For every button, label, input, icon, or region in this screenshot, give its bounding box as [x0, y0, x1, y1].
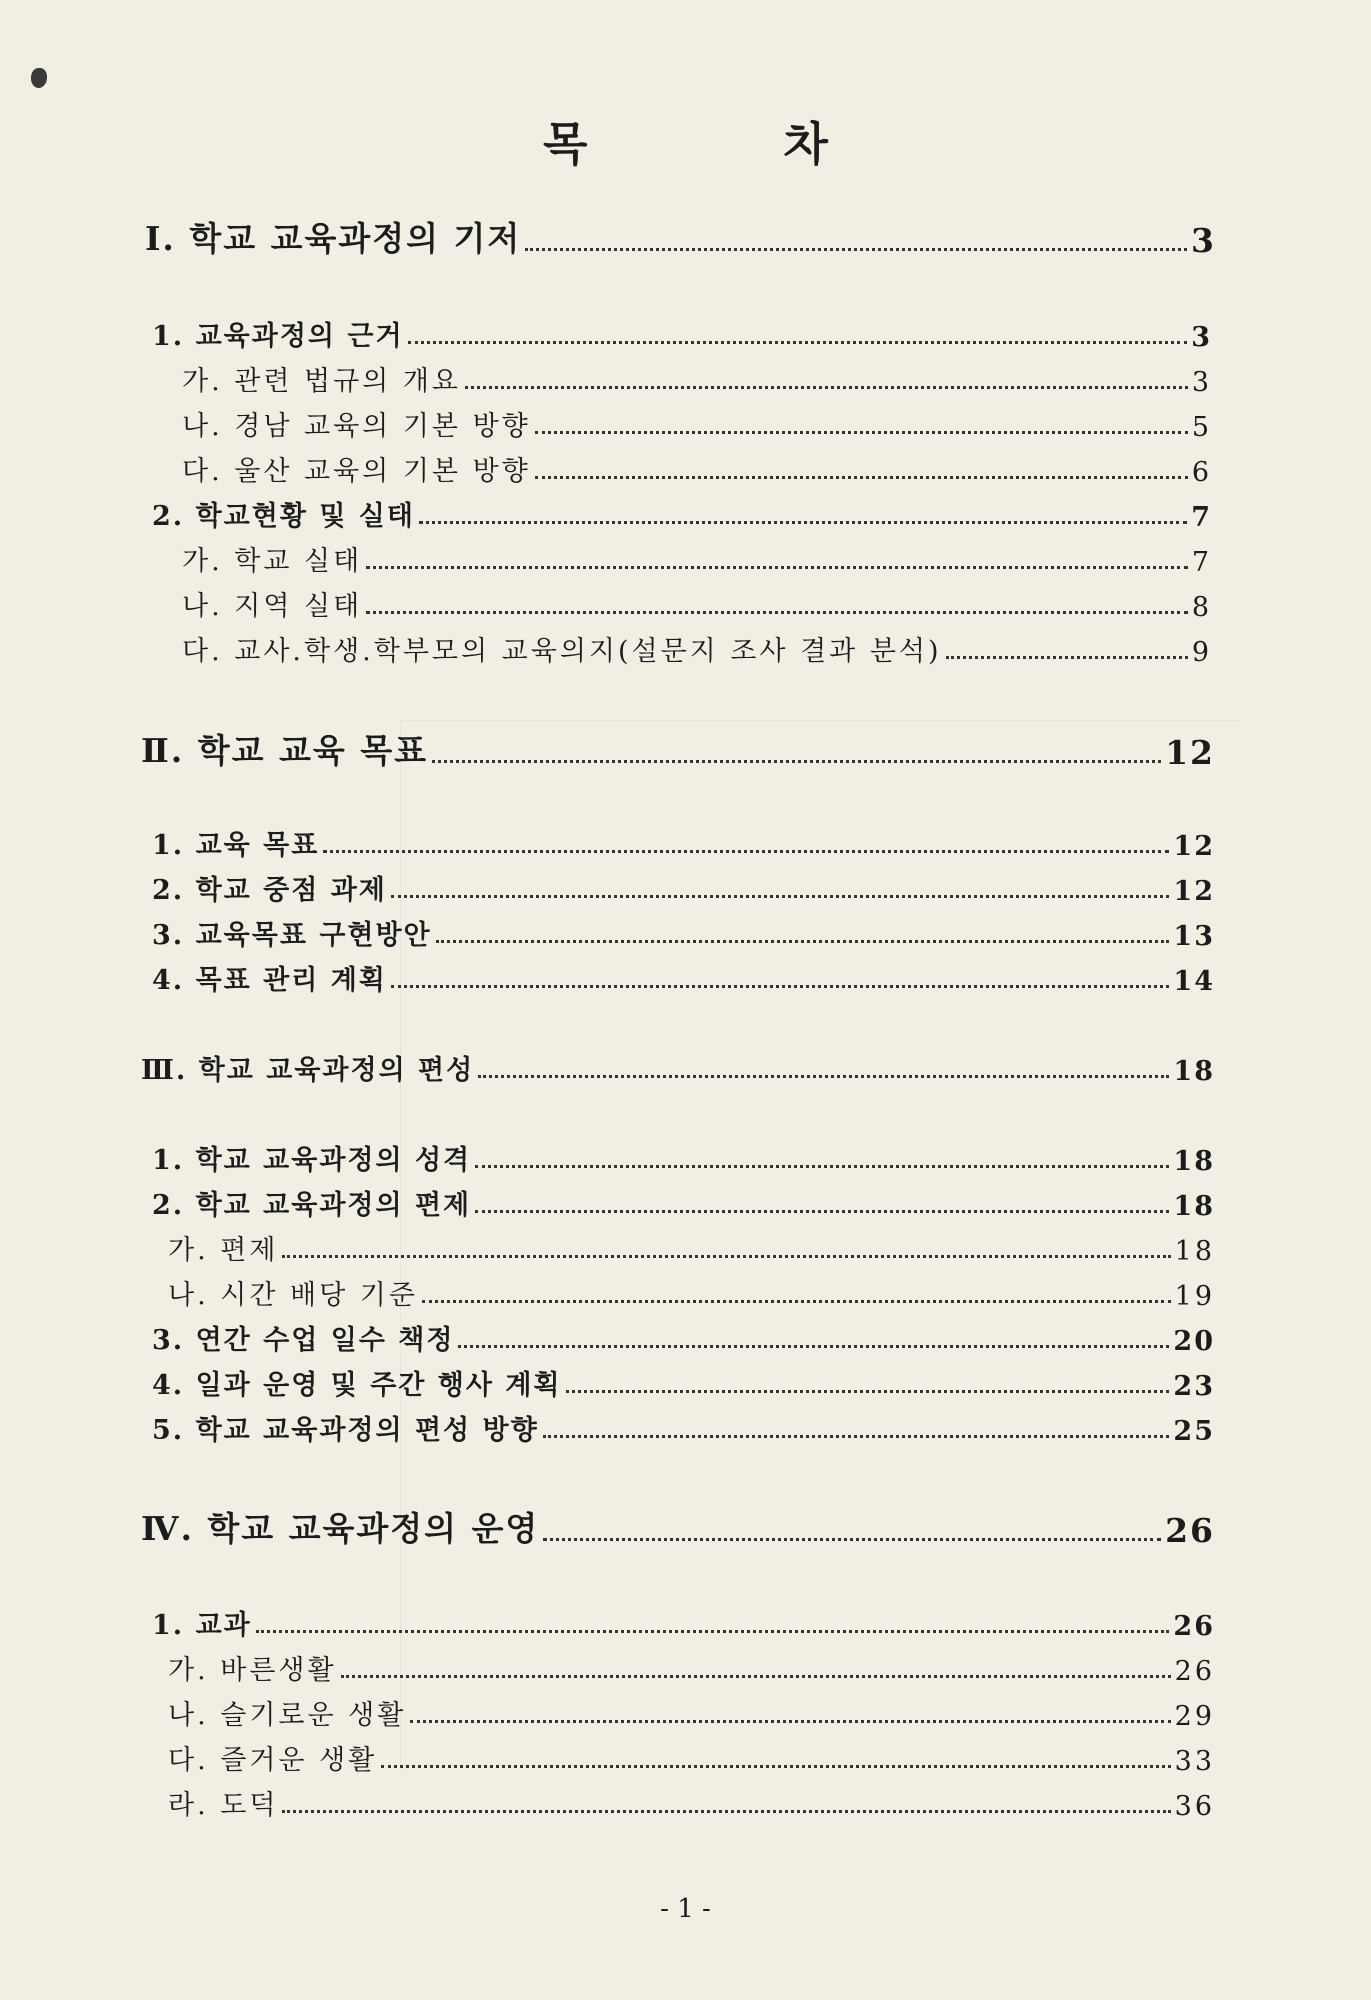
toc-entry-label: 5. 학교 교육과정의 편성 방향: [152, 1415, 539, 1446]
toc-entry-label: 나. 시간 배당 기준: [168, 1280, 418, 1311]
toc-entry-page: 6: [1191, 457, 1212, 488]
toc-entry-label: 1. 교육과정의 근거: [152, 321, 404, 352]
toc-entry-label: 1. 교육 목표: [152, 830, 320, 861]
toc-entry: [168, 1741, 1215, 1777]
dot-leader: [436, 940, 1170, 943]
dot-leader: [566, 1390, 1170, 1393]
toc-entry-label: 4. 목표 관리 계획: [152, 965, 387, 996]
toc-entry: [152, 1186, 1215, 1222]
dot-leader: [535, 431, 1188, 434]
toc-entry-label: 라. 도덕: [168, 1790, 279, 1821]
toc-entry: [152, 317, 1212, 353]
dot-leader: [475, 1210, 1169, 1213]
toc-entry-page: 12: [1173, 876, 1215, 907]
toc-entry: [152, 1606, 1215, 1642]
toc-entry-label: 가. 학교 실태: [182, 546, 363, 577]
dot-leader: [475, 1165, 1169, 1168]
toc-entry-label: 2. 학교 중점 과제: [152, 875, 387, 906]
dot-leader: [535, 476, 1188, 479]
toc-entry: [152, 916, 1215, 952]
toc-entry-page: 36: [1174, 1791, 1215, 1822]
toc-entry: [168, 1276, 1215, 1312]
toc-entry-page: 3: [1191, 322, 1212, 353]
toc-entry-label: Ⅱ. 학교 교육 목표: [141, 731, 429, 770]
toc-entry: [182, 632, 1212, 668]
toc-entry-page: 3: [1191, 221, 1216, 260]
toc-entry-page: 12: [1165, 733, 1215, 772]
toc-entry-page: 18: [1173, 1056, 1215, 1087]
toc-entry: [152, 961, 1215, 997]
toc-entry-label: 3. 교육목표 구현방안: [152, 920, 432, 951]
toc-entry: [168, 1786, 1215, 1822]
toc-entry-label: 1. 학교 교육과정의 성격: [152, 1145, 472, 1176]
toc-entry-page: 20: [1173, 1326, 1215, 1357]
dot-leader: [419, 521, 1187, 524]
toc-entry-page: 19: [1174, 1281, 1215, 1312]
toc-entry-label: 다. 교사.학생.학부모의 교육의지(설문지 조사 결과 분석): [182, 636, 942, 667]
toc-entry: [182, 362, 1212, 398]
toc-entry: [152, 1141, 1215, 1177]
toc-entry-label: 3. 연간 수업 일수 책정: [152, 1325, 455, 1356]
dot-leader: [946, 656, 1188, 659]
page-title: 목 차: [543, 117, 918, 171]
toc-entry-page: 14: [1173, 966, 1215, 997]
toc-entry: [145, 216, 1216, 260]
dot-leader: [422, 1300, 1171, 1303]
toc-entry: [182, 542, 1212, 578]
toc-entry-label: 다. 울산 교육의 기본 방향: [182, 456, 531, 487]
toc-entry-page: 29: [1174, 1701, 1215, 1732]
dot-leader: [381, 1765, 1170, 1768]
toc-entry-page: 25: [1173, 1416, 1215, 1447]
toc-entry-page: 26: [1173, 1611, 1215, 1642]
dot-leader: [432, 760, 1161, 763]
toc-entry: [168, 1696, 1215, 1732]
toc-entry: [152, 871, 1215, 907]
toc-entry-label: 2. 학교 교육과정의 편제: [152, 1190, 472, 1221]
toc-entry-label: 나. 지역 실태: [182, 591, 363, 622]
toc-entry-page: 18: [1174, 1236, 1215, 1267]
toc-entry-page: 18: [1173, 1146, 1215, 1177]
toc-entry: [152, 497, 1212, 533]
toc-entry-label: 가. 관련 법규의 개요: [182, 366, 461, 397]
toc-entry: [168, 1231, 1215, 1267]
dot-leader: [525, 248, 1187, 251]
toc-entry: [182, 587, 1212, 623]
toc-entry: [152, 1321, 1215, 1357]
toc-entry-page: 5: [1191, 412, 1212, 443]
toc-entry-page: 26: [1174, 1656, 1215, 1687]
toc-entry-label: 나. 슬기로운 생활: [168, 1700, 407, 1731]
toc-entry: [141, 1506, 1215, 1550]
dot-leader: [543, 1435, 1170, 1438]
dot-leader: [458, 1345, 1169, 1348]
dot-leader: [323, 850, 1169, 853]
toc-entry-page: 23: [1173, 1371, 1215, 1402]
toc-entry: [152, 1366, 1215, 1402]
toc-entry-label: 1. 교과: [152, 1610, 252, 1641]
dot-leader: [366, 566, 1188, 569]
toc-entry-page: 33: [1174, 1746, 1215, 1777]
dot-leader: [391, 895, 1170, 898]
toc-entry-label: 다. 즐거운 생활: [168, 1745, 378, 1776]
toc-entry-label: Ⅳ. 학교 교육과정의 운영: [141, 1509, 540, 1548]
dot-leader: [256, 1630, 1170, 1633]
toc-entry-page: 18: [1173, 1191, 1215, 1222]
toc-entry: [152, 1411, 1215, 1447]
toc-entry-label: 2. 학교현황 및 실태: [152, 501, 415, 532]
toc-entry-label: Ⅰ. 학교 교육과정의 기저: [145, 219, 522, 258]
toc-entry-label: Ⅲ. 학교 교육과정의 편성: [141, 1055, 475, 1086]
toc-entry: [182, 407, 1212, 443]
dot-leader: [543, 1538, 1161, 1541]
toc-entry-label: 4. 일과 운영 및 주간 행사 계획: [152, 1370, 562, 1401]
toc-entry-page: 8: [1191, 592, 1212, 623]
toc-entry-label: 가. 바른생활: [168, 1655, 337, 1686]
toc-entry: [141, 728, 1215, 772]
dot-leader: [408, 341, 1188, 344]
toc-entry-page: 7: [1191, 502, 1212, 533]
page-number: - 1 -: [660, 1894, 711, 1924]
dot-leader: [410, 1720, 1170, 1723]
toc-entry-page: 13: [1173, 921, 1215, 952]
dot-leader: [465, 386, 1188, 389]
dot-leader: [282, 1810, 1170, 1813]
toc-entry: [168, 1651, 1215, 1687]
toc-entry: [152, 826, 1215, 862]
toc-entry-page: 26: [1165, 1511, 1215, 1550]
toc-entry-page: 3: [1191, 367, 1212, 398]
toc-entry: [182, 452, 1212, 488]
toc-entry-page: 7: [1191, 547, 1212, 578]
dot-leader: [478, 1075, 1169, 1078]
dot-leader: [391, 985, 1170, 988]
toc-entry-label: 가. 편제: [168, 1235, 279, 1266]
dot-leader: [366, 611, 1188, 614]
dot-leader: [282, 1255, 1170, 1258]
ink-speck: [31, 68, 47, 88]
toc-entry-page: 12: [1173, 831, 1215, 862]
toc-entry-label: 나. 경남 교육의 기본 방향: [182, 411, 531, 442]
toc-entry: [141, 1051, 1215, 1087]
toc-entry-page: 9: [1191, 637, 1212, 668]
dot-leader: [341, 1675, 1171, 1678]
